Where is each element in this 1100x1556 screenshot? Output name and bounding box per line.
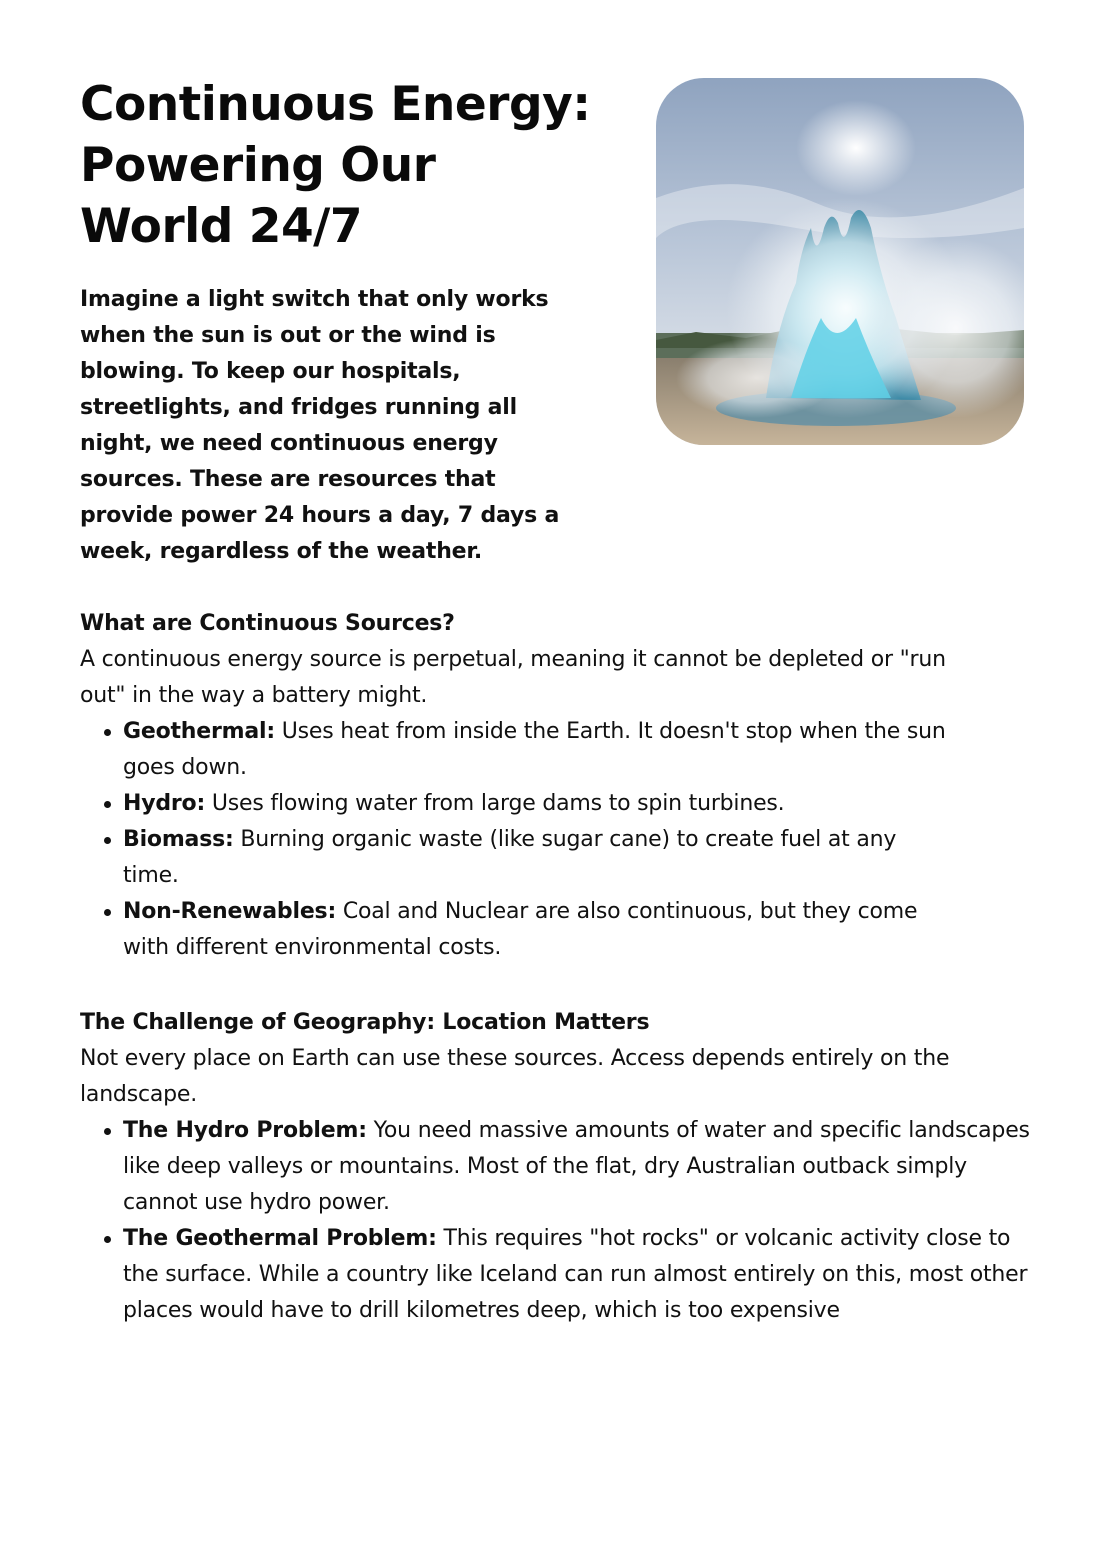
geyser-image: [656, 78, 1024, 445]
bullet-term: The Geothermal Problem:: [123, 1226, 437, 1251]
bullet-text: Coal and Nuclear are also continuous, but they come with different environmental costs.: [123, 899, 918, 960]
section-heading-geography: The Challenge of Geography: Location Matters: [80, 1010, 650, 1035]
bullet-text: This requires "hot rocks" or volcanic activity close to the surface. While a country like Iceland can run almost entirely on this, most other places would have to drill kilometres deep, which is too expensive: [123, 1226, 1028, 1323]
title-line-1: Continuous Energy:: [80, 77, 591, 132]
bullet-term: Biomass:: [123, 827, 234, 852]
continuous-sources-list: [80, 714, 950, 966]
bullet-text: Uses flowing water from large dams to spin turbines.: [205, 791, 785, 816]
section-body-continuous-sources: A continuous energy source is perpetual, meaning it cannot be depleted or "run out" in the way a battery might.: [80, 647, 946, 708]
geography-list: [80, 1113, 1030, 1329]
list-item: [80, 1221, 1030, 1329]
section-heading-continuous-sources: What are Continuous Sources?: [80, 611, 455, 636]
list-item: [80, 894, 950, 966]
bullet-term: Geothermal:: [123, 719, 275, 744]
title-line-2: Powering Our: [80, 138, 436, 193]
bullet-text: Burning organic waste (like sugar cane) to create fuel at any time.: [123, 827, 897, 888]
list-item: [80, 786, 950, 822]
list-item: [80, 714, 950, 786]
bullet-text: Uses heat from inside the Earth. It doesn't stop when the sun goes down.: [123, 719, 946, 780]
bullet-term: The Hydro Problem:: [123, 1118, 367, 1143]
intro-paragraph: Imagine a light switch that only works when the sun is out or the wind is blowing. To keep our hospitals, streetlights, and fridges running all night, we need continuous energy sources. These are resources that provide power 24 hours a day, 7 days a week, regardless of the weather.: [80, 287, 560, 564]
bullet-term: Non-Renewables:: [123, 899, 337, 924]
list-item: [80, 822, 950, 894]
geyser-photo: [656, 78, 1024, 445]
title-line-3: World 24/7: [80, 199, 363, 254]
list-item: [80, 1113, 1030, 1221]
bullet-term: Hydro:: [123, 791, 206, 816]
page-title: [80, 74, 640, 257]
bullet-text: You need massive amounts of water and specific landscapes like deep valleys or mountains. Most of the flat, dry Australian outback simply cannot use hydro power.: [123, 1118, 1030, 1215]
section-body-geography: Not every place on Earth can use these sources. Access depends entirely on the landscape.: [80, 1046, 950, 1107]
